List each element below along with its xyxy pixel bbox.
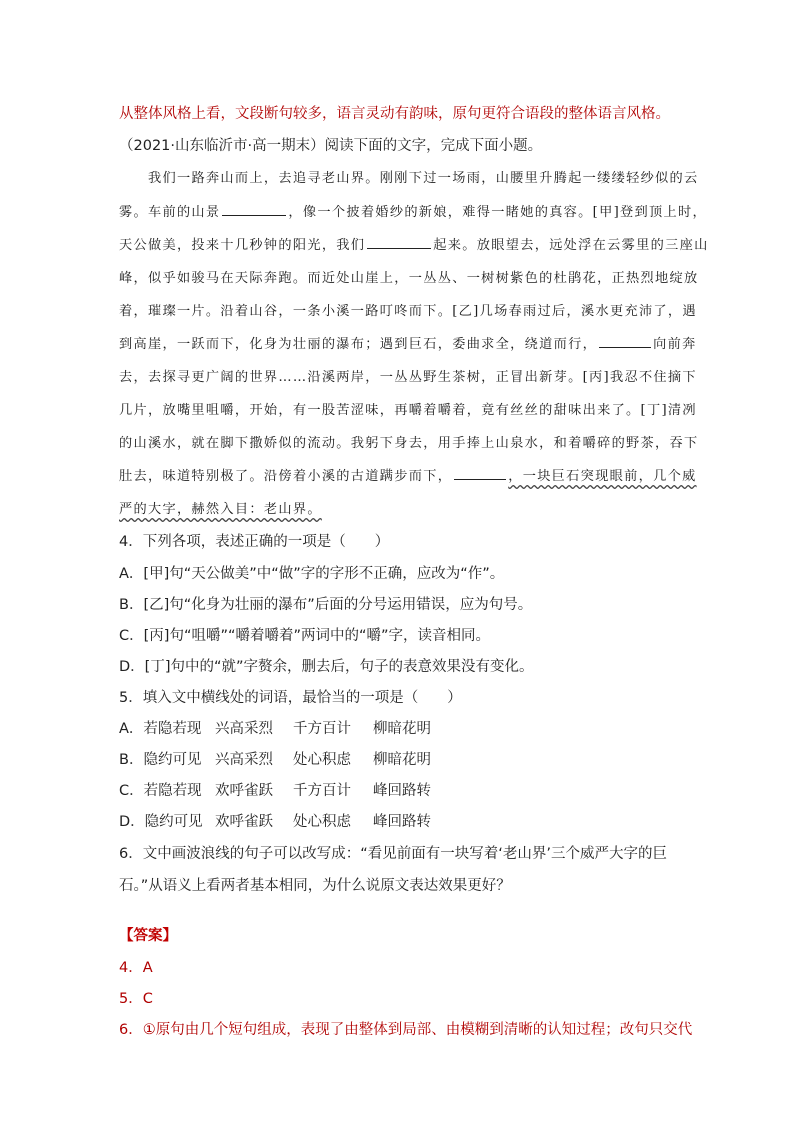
option-word: C．若隐若现 [119, 783, 202, 799]
wavy-underlined-sentence: ，一块巨石突现眼前，几个威 [508, 469, 697, 484]
fill-blank [599, 335, 651, 348]
passage-line [119, 465, 697, 484]
passage-text: 天公做美，投来十几秒钟的阳光，我们 [119, 238, 366, 253]
passage-text: 向前奔 [653, 337, 697, 352]
option-word: 柳暗花明 [373, 721, 431, 737]
option-a: A．[甲]句“天公做美”中“做”字的字形不正确，应改为“作”。 [119, 566, 505, 582]
intro-red-text: 从整体风格上看，文段断句较多，语言灵动有韵味，原句更符合语段的整体语言风格。 [119, 106, 670, 122]
option-word: 处心积虑 [293, 814, 351, 830]
option-d: D．[丁]句中的“就”字赘余，删去后，句子的表意效果没有变化。 [119, 659, 534, 675]
option-word: 千方百计 [293, 721, 351, 737]
question-stem: 4．下列各项，表述正确的一项是（ ） [119, 534, 390, 550]
answer-6: 6．①原句由几个短句组成，表现了由整体到局部、由模糊到清晰的认知过程；改句只交代 [119, 1022, 693, 1038]
option-word: 处心积虑 [293, 752, 351, 768]
option-a [119, 717, 431, 738]
passage-line: 我们一路奔山而上，去追寻老山界。刚刚下过一场雨，山腰里升腾起一缕缕轻纱似的云 [148, 171, 699, 186]
fill-blank [454, 467, 506, 480]
option-b: B．[乙]句“化身为壮丽的瀑布”后面的分号运用错误，应为句号。 [119, 597, 533, 613]
passage-line: 的山溪水，就在脚下撒娇似的流动。我躬下身去，用手捧上山泉水，和着嚼碎的野茶，吞下 [119, 436, 699, 451]
option-c [119, 779, 431, 800]
passage-text: ，像一个披着婚纱的新娘，难得一睹她的真容。[甲]登到顶上时， [288, 205, 707, 220]
passage-line [119, 234, 709, 253]
passage-line: 峰，似乎如骏马在天际奔跑。而近处山崖上，一丛丛、一树树紫色的杜鹃花，正热烈地绽放 [119, 271, 699, 286]
option-b [119, 748, 431, 769]
source-line: （2021·山东临沂市·高一期末）阅读下面的文字，完成下面小题。 [119, 138, 543, 154]
option-word: 峰回路转 [373, 814, 431, 830]
option-word: D．隐约可见 [119, 814, 203, 830]
passage-line: 去，去探寻更广阔的世界……沿溪两岸，一丛丛野生茶树，正冒出新芽。[丙]我忍不住摘下 [119, 370, 697, 385]
option-word: A．若隐若现 [119, 721, 202, 737]
passage-text: 雾。车前的山景 [119, 205, 221, 220]
option-word: 欢呼雀跃 [215, 814, 273, 830]
option-word: 峰回路转 [373, 783, 431, 799]
question-stem: 石。”从语义上看两者基本相同，为什么说原文表达效果更好？ [119, 878, 511, 894]
passage-line: 着，璀璨一片。沿着山谷，一条小溪一路叮咚而下。[乙]几场春雨过后，溪水更充沛了，遇 [119, 304, 697, 319]
fill-blank [222, 203, 286, 216]
answer-4: 4．A [119, 960, 153, 976]
passage-text: 到高崖，一跃而下，化身为壮丽的瀑布；遇到巨石，委曲求全，绕道而行， [119, 337, 598, 352]
fill-blank [367, 236, 431, 249]
answer-5: 5．C [119, 991, 153, 1007]
passage-line: 几片，放嘴里咀嚼，开始，有一股苦涩味，再嚼着嚼着，竟有丝丝的甜味出来了。[丁]清冽 [119, 403, 697, 418]
option-word: 千方百计 [293, 783, 351, 799]
passage-line [119, 333, 697, 352]
option-c: C．[丙]句“咀嚼”“嚼着嚼着”两词中的“嚼”字，读音相同。 [119, 628, 491, 644]
answer-heading: 【答案】 [119, 928, 177, 944]
question-stem: 6．文中画波浪线的句子可以改写成：“看见前面有一块写着‘老山界’三个威严大字的巨 [119, 846, 667, 862]
question-stem: 5．填入文中横线处的词语，最恰当的一项是（ ） [119, 690, 462, 706]
passage-line [119, 498, 322, 517]
option-word: 柳暗花明 [373, 752, 431, 768]
wavy-underlined-sentence: 严的大字，赫然入目：老山界。 [119, 502, 322, 517]
option-word: 兴高采烈 [215, 752, 273, 768]
option-word: B．隐约可见 [119, 752, 202, 768]
passage-text: 起来。放眼望去，远处浮在云雾里的三座山 [433, 238, 709, 253]
option-d [119, 810, 431, 831]
option-word: 兴高采烈 [215, 721, 273, 737]
passage-line [119, 201, 707, 220]
passage-text: 肚去，味道特别极了。沿傍着小溪的古道蹒步而下， [119, 469, 453, 484]
option-word: 欢呼雀跃 [215, 783, 273, 799]
